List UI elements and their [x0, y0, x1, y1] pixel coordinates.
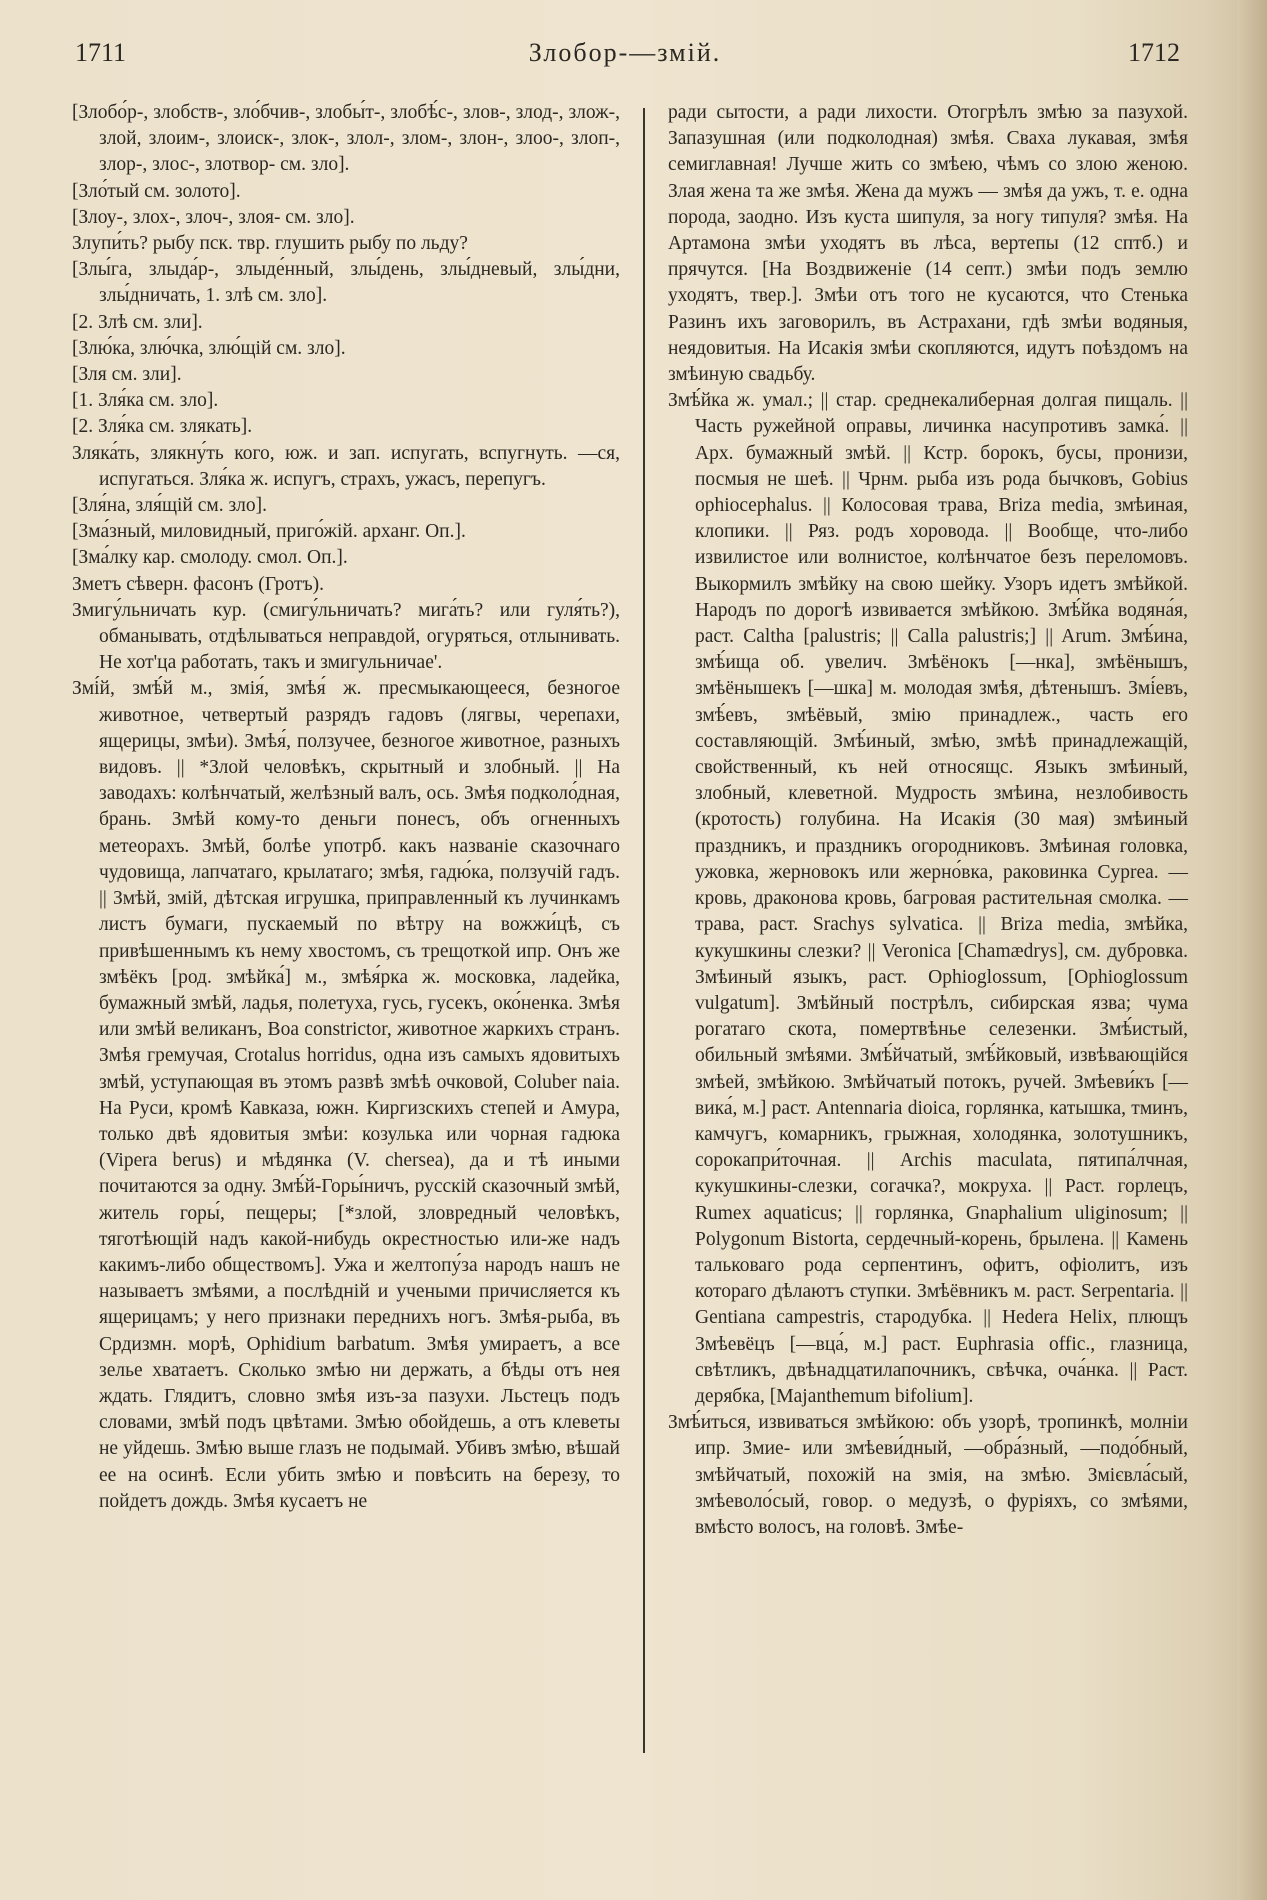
- dictionary-entry: Злупи́ть? рыбу пск. твр. глушить рыбу по льду?: [72, 233, 468, 255]
- dictionary-entry: [2. Зля́ка см. злякать].: [72, 416, 253, 438]
- page-number-left: 1711: [75, 38, 127, 67]
- dictionary-entry: [2. Злѣ см. зли].: [72, 311, 203, 333]
- right-column: [668, 100, 1188, 1541]
- dictionary-entry: Змі́й, змѣ́й м., змія́, змѣя́ ж. пресмыкающееся, безногое животное, четвертый разрядъ гадовъ (лягвы, черепахи, ящерицы, змѣи). Змѣя́, ползучее, безногое животное, разныхъ видовъ. || *Злой человѣкъ, скрытный и злобный. || На заводахъ: колѣнчатый, желѣзный валъ, ось. Змѣя подколо́дная, брань. Змѣй кому-то деньги понесъ, объ огненныхъ метеорахъ. Змѣй, болѣе употрб. какъ названіе сказочнаго чудовища, лапчатаго, крылатаго; змѣя, гадю́ка, ползучій гадъ. || Змѣй, змій, дѣтская игрушка, приправленный къ лучинкамъ листъ бумаги, пускаемый по вѣтру на вожжи́цѣ, съ привѣшеннымъ къ нему хвостомъ, съ трещоткой ипр. Онъ же змѣёкъ [род. змѣйка́] м., змѣя́рка ж. московка, ладейка, бумажный змѣй, ладья, полетуха, гусь, гусекъ, око́ненка. Змѣя или змѣй великанъ, Boa constrictor, животное жаркихъ странъ. Змѣя гремучая, Crotalus horridus, одна изъ самыхъ ядовитыхъ змѣй, уступающая въ этомъ развѣ змѣѣ очковой, Coluber naia. На Руси, кромѣ Кавказа, южн. Киргизскихъ степей и Амура, только двѣ ядовитыя змѣи: козулька или чорная гадюка (Vipera berus) и мѣдянка (V. chersea), да и тѣ иными почитаются за одну. Змѣ́й-Горы́ничъ, русскій сказочный змѣй, житель горы́, пещеры; [*злой, зловредный человѣкъ, тяготѣющій надъ какой-нибудь окрестностью или-же надъ какимъ-либо обществомъ]. Ужа и желтопу́за народъ нашъ не называетъ змѣями, а послѣдній и учеными причисляется къ ящерицамъ; у него признаки переднихъ ногъ. Змѣя-рыба, въ Срдизмн. морѣ, Ophidium barbatum. Змѣя умираетъ, а все зелье хватаетъ. Сколько змѣю ни держать, а бѣды отъ нея ждать. Глядитъ, словно змѣя изъ-за пазухи. Льстецъ подъ словами, змѣй подъ цвѣтами. Змѣю обойдешь, а отъ клеветы не уйдешь. Змѣю выше глазъ не подымай. Убивъ змѣю, вѣшай ее на осинѣ. Если убить змѣю и повѣсить на березу, то пойдетъ дождь. Змѣя кусаетъ не: [72, 678, 620, 1512]
- dictionary-entry: Зляка́ть, злякну́ть кого, юж. и зап. испугать, вспугнуть. —ся, испугаться. Зля́ка ж. испугъ, страхъ, ужасъ, перепугъ.: [72, 442, 620, 490]
- dictionary-entry: Змигу́льничать кур. (смигу́льничать? мига́ть? или гуля́ть?), обманывать, отдѣлываться неправдой, огуряться, отлынивать. Не хот'ца работать, такъ и змигульничае'.: [72, 599, 620, 674]
- page-number-right: 1712: [1128, 38, 1180, 67]
- left-column: [72, 100, 620, 1515]
- dictionary-entry: Зметъ сѣверн. фасонъ (Гротъ).: [72, 573, 325, 595]
- dictionary-entry: [Зло́тый см. золото].: [72, 180, 241, 202]
- dictionary-entry: [Злы́га, злыда́р-, злыде́нный, злы́день, злы́дневый, злы́дни, злы́дничать, 1. злѣ см. зло].: [72, 259, 620, 307]
- dictionary-entry: [Зма́лку кар. смолоду. смол. Оп.].: [72, 547, 348, 569]
- dictionary-entry: [Злобо́р-, злобств-, зло́бчив-, злобы́т-, злобѣ́с-, злов-, злод-, злож-, злой, злоим-, злоиск-, злок-, злол-, злом-, злон-, злоо-, злоп-, злор-, злос-, злотвор- см. зло].: [72, 102, 620, 176]
- dictionary-entry: [Злоу-, злох-, злоч-, злоя- см. зло].: [72, 206, 355, 228]
- dictionary-entry-continued: ради сытости, а ради лихости. Отогрѣлъ змѣю за пазухой. Запазушная (или подколодная) змѣя. Сваха лукавая, змѣя семиглавная! Лучше жить со змѣею, чѣмъ со злою женою. Злая жена та же змѣя. Жена да мужъ — змѣя да ужъ, т. е. одна порода, заодно. Изъ куста шипуля, за ногу типуля? змѣя. На Артамона змѣи уходятъ въ лѣса, вертепы (12 сптб.) и прячутся. [На Воздвиженіе (14 септ.) змѣи подъ землю уходятъ, твер.]. Змѣи отъ того не кусаются, что Стенька Разинъ ихъ заговорилъ, въ Астрахани, гдѣ змѣи водяныя, неядовитыя. На Исакія змѣи скопляются, идутъ поѣздомъ на змѣиную свадьбу.: [668, 102, 1188, 386]
- dictionary-entry: Змѣ́йка ж. умал.; || стар. среднекалиберная долгая пищаль. || Часть ружейной оправы, личинка насупротивъ замка́. || Арх. бумажный змѣй. || Кстр. борокъ, бусы, пронизи, посмыя не шеѣ. || Чрнм. рыба изъ рода бычковъ, Gobius ophiocephalus. || Колосовая трава, Briza media, змѣиная, клопики. || Ряз. родъ хоровода. || Вообще, что-либо извилистое или волнистое, колѣнчатое безъ переломовъ. Выкормилъ змѣйку на свою шейку. Узоръ идетъ змѣйкой. Народъ по дорогѣ извивается змѣйкою. Змѣ́йка водяна́я, раст. Caltha [palustris; || Calla palustris;] || Arum. Змѣ́ина, змѣ́ища об. увелич. Змѣёнокъ [—нка], змѣёнышъ, змѣёнышекъ [—шка] м. молодая змѣя, дѣтенышъ. Змі́евъ, змѣ́евъ, змѣёвый, змію принадлеж., часть его составляющій. Змѣ́иный, змѣю, змѣѣ принадлежащій, свойственный, къ ней относящс. Языкъ змѣиный, злобный, клеветной. Мудрость змѣина, незлобивость (кротость) голубина. На Исакія (30 мая) змѣиный праздникъ, и праздникъ огородниковъ. Змѣиная головка, ужовка, жерновокъ или жерно́вка, раковинка Cyprea. — кровь, драконова кровь, багровая растительная смолка. — трава, раст. Srachys sylvatica. || Briza media, змѣйка, кукушкины слезки? || Veronica [Chamædrys], см. дубровка. Змѣиный языкъ, раст. Ophioglossum, [Ophioglossum vulgatum]. Змѣйный пострѣлъ, сибирская язва; чума рогатаго скота, помертвѣнье селезенки. Змѣ́истый, обильный змѣями. Змѣ́йчатый, змѣ́йковый, извѣвающійся змѣей, змѣйкою. Змѣйчатый потокъ, ручей. Змѣеви́къ [—вика́, м.] раст. Antennaria dioica, горлянка, катышка, тминъ, камчугъ, комарникъ, грыжная, холодянка, золотушникъ, сорокапри́точная. || Archis maculata, пятипа́лчная, кукушкины-слезки, согачка?, мокруха. || Раст. горлецъ, Rumex aquaticus; || горлянка, Gnaphalium uliginosum; || Polygonum Bistorta, сердечный-корень, брылена. || Камень тальковаго рода серпентинъ, офитъ, офіолитъ, изъ котораго дѣлаютъ ступки. Змѣёвникъ м. раст. Serpentaria. || Gentiana campestris, стародубка. || Hedera Helix, плющъ Змѣевёцъ [—вца́, м.] раст. Euphrasia offic., глазница, свѣтликъ, двѣнадцатилапочникъ, свѣчка, оча́нка. || Раст. дерябка, [Majanthemum bifolium].: [668, 390, 1188, 1407]
- dictionary-entry: [Зля см. зли].: [72, 364, 182, 386]
- dictionary-entry: [Зма́зный, миловидный, приго́жій. арханг. Оп.].: [72, 521, 466, 543]
- dictionary-entry: [1. Зля́ка см. зло].: [72, 390, 219, 412]
- page-header: [70, 38, 1180, 78]
- column-divider: [643, 108, 645, 1753]
- dictionary-entry: [Зля́на, зля́щій см. зло].: [72, 495, 267, 517]
- page-edge-shadow: [1237, 0, 1267, 1900]
- dictionary-entry: Змѣ́иться, извиваться змѣйкою: объ узорѣ, тропинкѣ, молніи ипр. Змие- или змѣеви́дный, —обра́зный, —подо́бный, змѣйчатый, похожій на змія, на змѣю. Змієвла́сый, змѣеволо́сый, говор. о медузѣ, о фуріяхъ, со змѣями, вмѣсто волосъ, на головѣ. Змѣе-: [668, 1412, 1188, 1538]
- running-head: Злобор-—змій.: [528, 38, 722, 67]
- dictionary-entry: [Злю́ка, злю́чка, злю́щій см. зло].: [72, 337, 346, 359]
